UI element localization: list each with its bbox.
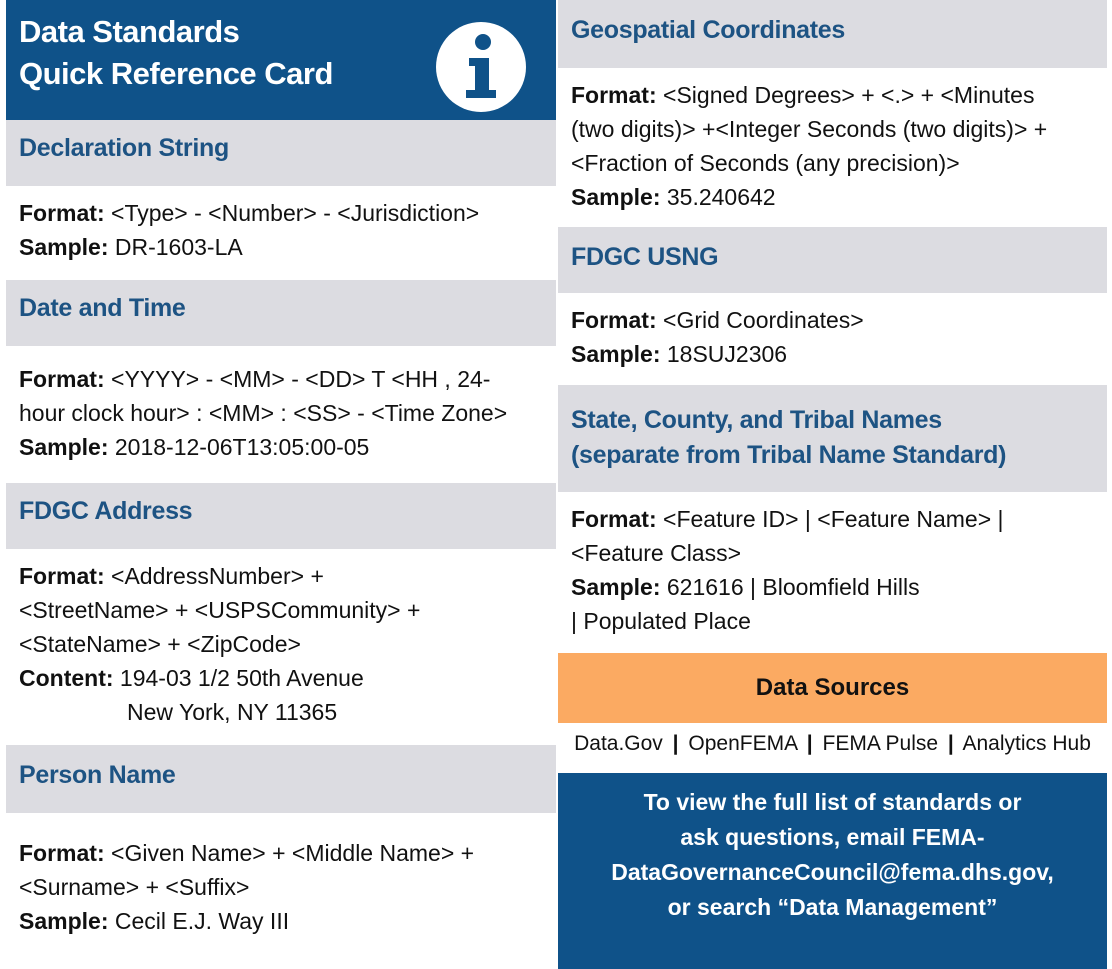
format-label: Format: bbox=[19, 366, 105, 392]
address-content-line-1: 194-03 1/2 50th Avenue bbox=[119, 665, 364, 691]
format-label: Format: bbox=[571, 506, 657, 532]
title-line-1: Data Standards bbox=[19, 14, 240, 49]
contact-line-1: To view the full list of standards or bbox=[643, 789, 1022, 815]
format-label: Format: bbox=[571, 82, 657, 108]
declaration-body bbox=[19, 196, 550, 264]
declaration-format: <Type> - <Number> - <Jurisdiction> bbox=[111, 200, 480, 226]
address-heading: FDGC Address bbox=[19, 497, 193, 525]
usng-body bbox=[571, 303, 1101, 371]
format-label: Format: bbox=[19, 200, 105, 226]
source-analytics-hub[interactable]: Analytics Hub bbox=[962, 732, 1091, 755]
format-label: Format: bbox=[19, 563, 105, 589]
address-format-line-2: <StreetName> + <USPSCommunity> + bbox=[19, 597, 421, 623]
datetime-body bbox=[19, 362, 550, 464]
separator: | bbox=[806, 732, 813, 755]
title-banner bbox=[6, 0, 556, 120]
section-header-names bbox=[558, 385, 1107, 492]
person-heading: Person Name bbox=[19, 761, 176, 789]
data-sources-list bbox=[558, 732, 1107, 756]
contact-box bbox=[558, 773, 1107, 969]
declaration-heading: Declaration String bbox=[19, 134, 229, 162]
geo-heading: Geospatial Coordinates bbox=[571, 16, 846, 44]
section-header-usng bbox=[558, 227, 1107, 293]
section-header-address bbox=[6, 483, 556, 549]
data-sources-header bbox=[558, 653, 1107, 723]
declaration-sample: DR-1603-LA bbox=[114, 234, 243, 260]
datetime-format-line-2: hour clock hour> : <MM> : <SS> - <Time Zone> bbox=[19, 400, 508, 426]
address-format-line-1: <AddressNumber> + bbox=[111, 563, 324, 589]
names-sample-line-1: 621616 | Bloomfield Hills bbox=[666, 574, 920, 600]
person-format-line-1: <Given Name> + <Middle Name> + bbox=[111, 840, 475, 866]
contact-search-prefix: or search bbox=[667, 894, 778, 920]
sample-label: Sample: bbox=[19, 908, 109, 934]
separator: | bbox=[947, 732, 954, 755]
sample-label: Sample: bbox=[19, 434, 109, 460]
contact-email[interactable]: DataGovernanceCouncil@fema.dhs.gov, bbox=[611, 859, 1054, 885]
usng-format: <Grid Coordinates> bbox=[663, 307, 864, 333]
sample-label: Sample: bbox=[571, 184, 661, 210]
geo-format-line-1: <Signed Degrees> + <.> + <Minutes bbox=[663, 82, 1035, 108]
names-sample-line-2: | Populated Place bbox=[571, 608, 751, 634]
usng-sample: 18SUJ2306 bbox=[666, 341, 788, 367]
geo-format-line-2: (two digits)> +<Integer Seconds (two digits)> + bbox=[571, 116, 1048, 142]
left-column bbox=[6, 0, 556, 969]
names-format-line-1: <Feature ID> | <Feature Name> | bbox=[663, 506, 1004, 532]
names-format-line-2: <Feature Class> bbox=[571, 540, 742, 566]
address-format-line-3: <StateName> + <ZipCode> bbox=[19, 631, 301, 657]
section-header-person bbox=[6, 745, 556, 813]
contact-line-2: ask questions, email FEMA- bbox=[680, 824, 985, 850]
names-body bbox=[571, 502, 1101, 638]
geo-body bbox=[571, 78, 1101, 214]
content-label: Content: bbox=[19, 665, 114, 691]
address-body bbox=[19, 559, 550, 729]
sample-label: Sample: bbox=[571, 574, 661, 600]
sample-label: Sample: bbox=[19, 234, 109, 260]
names-heading-line-2: (separate from Tribal Name Standard) bbox=[571, 441, 1007, 469]
right-column bbox=[558, 0, 1107, 969]
data-sources-heading: Data Sources bbox=[755, 674, 910, 701]
section-header-datetime bbox=[6, 280, 556, 346]
section-header-declaration bbox=[6, 120, 556, 186]
datetime-format-line-1: <YYYY> - <MM> - <DD> T <HH , 24- bbox=[111, 366, 491, 392]
separator: | bbox=[672, 732, 679, 755]
section-header-geo bbox=[558, 0, 1107, 68]
info-icon bbox=[436, 22, 526, 112]
contact-search-term: “Data Management” bbox=[777, 894, 998, 920]
geo-format-line-3: <Fraction of Seconds (any precision)> bbox=[571, 150, 960, 176]
usng-heading: FDGC USNG bbox=[571, 243, 719, 271]
info-icon-glyph bbox=[451, 32, 511, 102]
source-openfema[interactable]: OpenFEMA bbox=[688, 732, 797, 755]
title-line-2: Quick Reference Card bbox=[19, 56, 333, 91]
sample-label: Sample: bbox=[571, 341, 661, 367]
person-format-line-2: <Surname> + <Suffix> bbox=[19, 874, 250, 900]
address-content-line-2: New York, NY 11365 bbox=[127, 699, 338, 725]
geo-sample: 35.240642 bbox=[666, 184, 776, 210]
names-heading-line-1: State, County, and Tribal Names bbox=[571, 406, 942, 434]
person-sample: Cecil E.J. Way III bbox=[114, 908, 290, 934]
format-label: Format: bbox=[571, 307, 657, 333]
datetime-sample: 2018-12-06T13:05:00-05 bbox=[114, 434, 370, 460]
datetime-heading: Date and Time bbox=[19, 294, 186, 322]
source-data-gov[interactable]: Data.Gov bbox=[574, 732, 663, 755]
person-body bbox=[19, 836, 550, 938]
source-fema-pulse[interactable]: FEMA Pulse bbox=[822, 732, 939, 755]
format-label: Format: bbox=[19, 840, 105, 866]
